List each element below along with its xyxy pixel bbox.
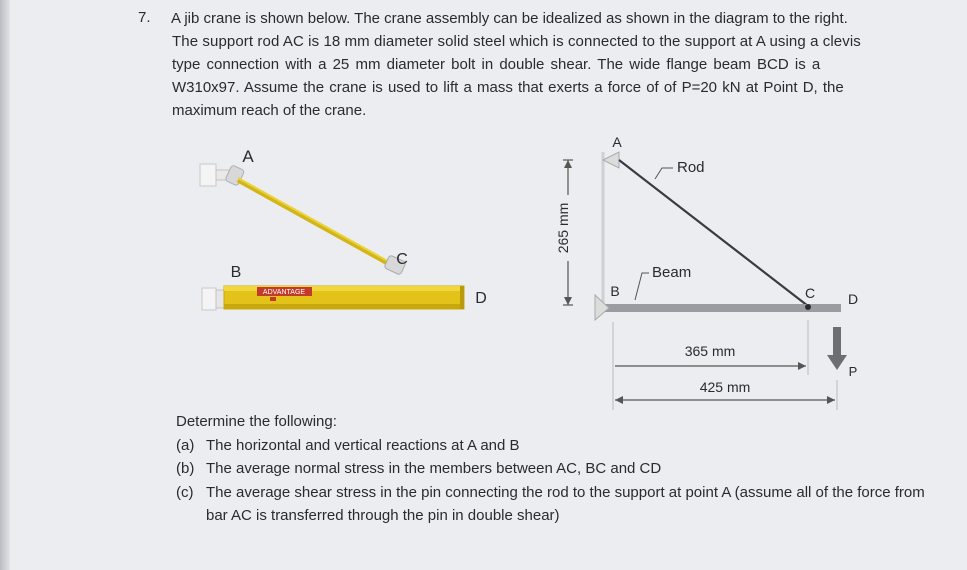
lower-bracket	[202, 288, 224, 310]
support-a	[603, 152, 619, 168]
questions-heading: Determine the following:	[176, 413, 337, 430]
beam-label: Beam	[652, 264, 692, 281]
dimension-vertical	[555, 160, 579, 305]
label-c: C	[804, 285, 816, 301]
question-item	[176, 457, 946, 481]
tie-rod	[238, 180, 393, 266]
statement-line: maximum reach of the crane.	[172, 102, 367, 119]
question-tag: (c)	[176, 483, 194, 501]
statement-line: A jib crane is shown below. The crane assembly can be idealized as shown in the diagram to the right.	[171, 10, 848, 27]
question-text: The average shear stress in the pin connecting the rod to the support at point A (assume all of the force from bar AC is transferred through the pin in double shear)	[206, 483, 925, 524]
dim-vertical-label: 265 mm	[555, 202, 571, 254]
photo-label-b: B	[230, 264, 242, 281]
idealized-diagram	[535, 130, 865, 415]
question-tag: (a)	[176, 436, 195, 454]
label-a: A	[612, 134, 622, 150]
question-item	[176, 434, 946, 458]
dimension-bc	[613, 320, 808, 410]
load-arrow-p	[827, 327, 847, 370]
question-item	[176, 481, 946, 528]
point-c	[805, 304, 811, 310]
brand-text: ADVANTAGE	[262, 289, 306, 296]
photo-label-a: A	[242, 147, 254, 166]
statement-line: type connection with a 25 mm diameter bolt in double shear. The wide flange beam BCD is a	[172, 56, 821, 73]
dimension-bd	[615, 379, 837, 410]
rod-label: Rod	[677, 159, 705, 176]
questions-block	[176, 410, 946, 528]
photo-label-d: D	[475, 290, 487, 307]
question-text: The average normal stress in the members between AC, BC and CD	[206, 460, 662, 477]
photo-label-c: C	[396, 251, 408, 268]
label-d: D	[847, 291, 859, 307]
problem-statement	[172, 7, 932, 122]
label-p: P	[848, 364, 858, 379]
dim-bd-label: 425 mm	[699, 379, 751, 395]
rod-ac	[619, 160, 808, 306]
jib-crane-photo	[190, 140, 500, 330]
page-edge-shadow	[0, 0, 10, 570]
problem-number: 7.	[138, 9, 151, 26]
question-text: The horizontal and vertical reactions at A and B	[206, 436, 520, 454]
dim-bc-label: 365 mm	[684, 343, 736, 359]
statement-line: W310x97. Assume the crane is used to lift a mass that exerts a force of of P=20 kN at Point D, the	[172, 79, 844, 96]
statement-line: The support rod AC is 18 mm diameter solid steel which is connected to the support at A using a clevis	[172, 33, 861, 50]
question-tag: (b)	[176, 460, 195, 477]
label-b: B	[610, 283, 620, 299]
